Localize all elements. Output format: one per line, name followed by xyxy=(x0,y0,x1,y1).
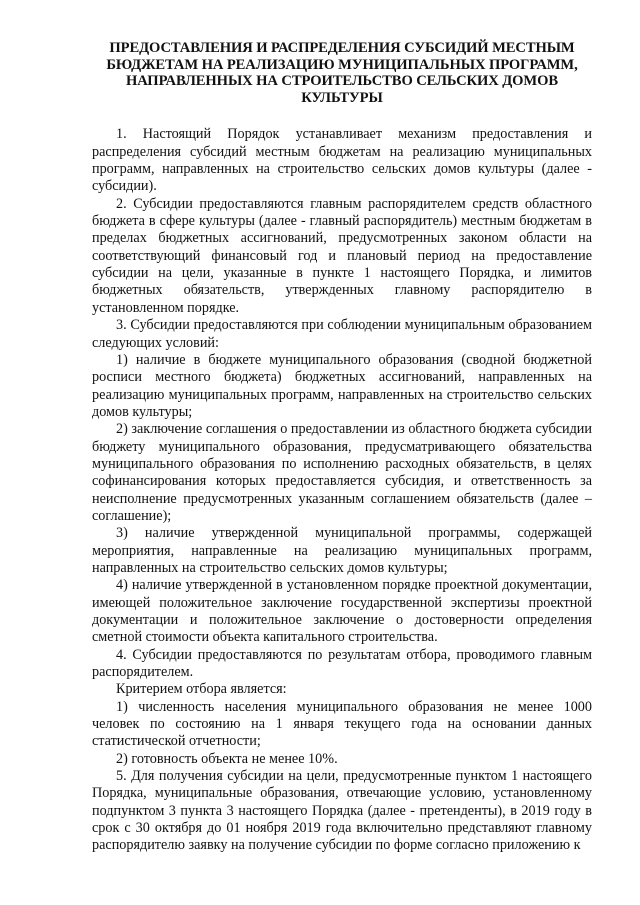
criterion-2: 2) готовность объекта не менее 10%. xyxy=(116,750,338,767)
condition-1: 1) наличие в бюджете муниципального образования (сводной бюджетной росписи местного бюджета) бюджетных ассигнований, направленных на реализацию муниципальных программ, направленных на строительство сельских домов культуры; xyxy=(92,351,592,420)
criteria-heading: Критерием отбора является: xyxy=(116,681,287,698)
condition-3: 3) наличие утвержденной муниципальной программы, содержащей мероприятия, направленные на реализацию муниципальных программ, направленных на строительство сельских домов культуры; xyxy=(92,525,592,576)
paragraph-1: 1. Настоящий Порядок устанавливает механизм предоставления и распределения субсидий местным бюджетам на реализацию муниципальных программ, направленных на строительство сельских домов культуры (далее - субсидии). xyxy=(92,126,592,195)
criterion-1: 1) численность населения муниципального образования не менее 1000 человек по состоянию на 1 января текущего года на основании данных статистической отчетности; xyxy=(92,698,592,750)
paragraph-4: 4. Субсидии предоставляются по результатам отбора, проводимого главным распорядителем. xyxy=(92,646,592,681)
condition-4: 4) наличие утвержденной в установленном порядке проектной документации, имеющей положительное заключение государственной экспертизы проектной документации и положительное заключение о достоверности определения сметной стоимости объекта капитального строительства. xyxy=(92,577,592,646)
document-title: ПРЕДОСТАВЛЕНИЯ И РАСПРЕДЕЛЕНИЯ СУБСИДИЙ МЕСТНЫМ БЮДЖЕТАМ НА РЕАЛИЗАЦИЮ МУНИЦИПАЛЬНЫХ ПРОГРАММ, НАПРАВЛЕННЫХ НА СТРОИТЕЛЬСТВО СЕЛЬСКИХ ДОМОВ КУЛЬТУРЫ xyxy=(106,40,578,106)
condition-2: 2) заключение соглашения о предоставлении из областного бюджета субсидии бюджету муниципального образования, предусматривающего обязательства муниципального образования по исполнению расходных обязательств, в целях софинансирования которых предоставляется субсидия, и ответственность за неисполнение предусмотренных указанным соглашением обязательств (далее – соглашение); xyxy=(92,421,592,524)
paragraph-3: 3. Субсидии предоставляются при соблюдении муниципальным образованием следующих условий: xyxy=(92,317,592,351)
document-body xyxy=(92,126,592,854)
paragraph-5: 5. Для получения субсидии на цели, предусмотренные пунктом 1 настоящего Порядка, муниципальные образования, отвечающие условию, установленному подпунктом 3 пункта 3 настоящего Порядка (далее - претенденты), в 2019 году в срок с 30 октября до 01 ноября 2019 года включительно представляют главному распорядителю заявку на получение субсидии по форме согласно приложению к xyxy=(92,768,592,854)
paragraph-2: 2. Субсидии предоставляются главным распорядителем средств областного бюджета в сфере культуры (далее - главный распорядитель) местным бюджетам в пределах бюджетных ассигнований, предусмотренных законом области на соответствующий финансовый год и плановый период на предоставление субсидии на цели, указанные в пункте 1 настоящего Порядка, и лимитов бюджетных обязательств, утвержденных главному распорядителю в установленном порядке. xyxy=(92,195,592,316)
